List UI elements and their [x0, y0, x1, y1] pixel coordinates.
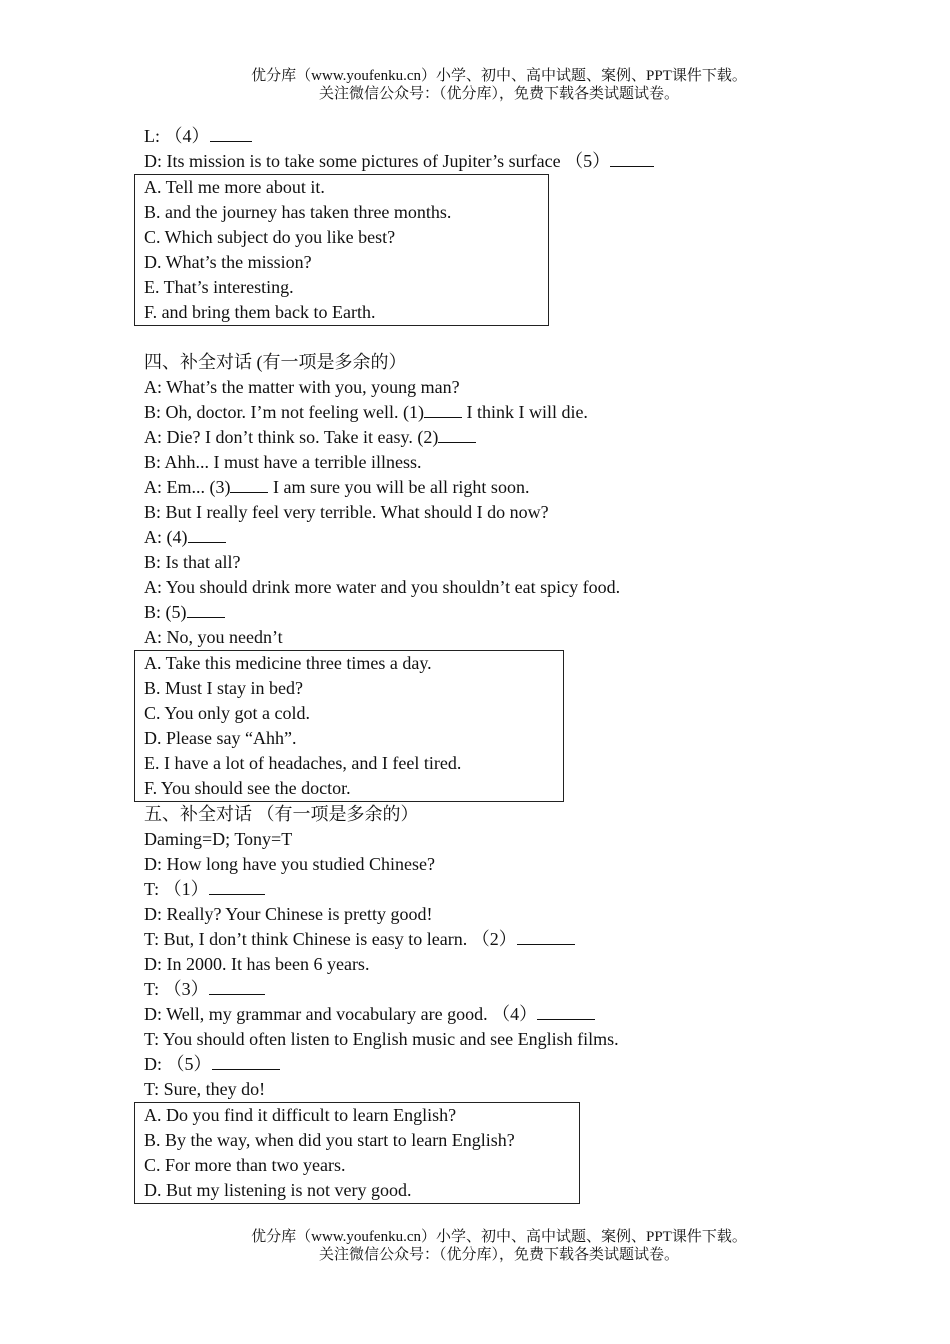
dialogue-line: D: Really? Your Chinese is pretty good!: [144, 904, 433, 924]
footer-line-2: 关注微信公众号：（优分库），免费下载各类试题试卷。: [318, 1247, 679, 1263]
dialogue-line: T: （1）: [144, 877, 924, 902]
answer-blank[interactable]: [424, 400, 462, 418]
dialogue-line: A: What’s the matter with you, young man?: [144, 377, 460, 397]
option-item: C. Which subject do you like best?: [144, 227, 396, 247]
option-item: E. That’s interesting.: [144, 277, 294, 297]
dialogue-line: D: （5）: [144, 1052, 924, 1077]
dialogue-line: T: But, I don’t think Chinese is easy to learn. （2）: [144, 927, 924, 952]
dialogue-line: A: Em... (3) I am sure you will be all right soon.: [144, 477, 530, 497]
dialogue-line: A: No, you needn’t: [144, 627, 283, 647]
answer-blank[interactable]: [210, 124, 252, 142]
dialogue-line: L: （4）: [144, 124, 924, 149]
options-box: [134, 1102, 580, 1204]
dialogue-line: B: (5): [144, 600, 924, 625]
option-item: D. What’s the mission?: [144, 252, 312, 272]
dialogue-line: B: Oh, doctor. I’m not feeling well. (1) I think I will die.: [144, 402, 588, 422]
answer-blank[interactable]: [610, 149, 654, 167]
option-item: C. For more than two years.: [144, 1155, 346, 1175]
dialogue-line: A: You should drink more water and you shouldn’t eat spicy food.: [144, 577, 621, 597]
option-item: B. and the journey has taken three months.: [144, 202, 452, 222]
answer-blank[interactable]: [209, 977, 265, 995]
document-body: [144, 124, 924, 1204]
page-header: [0, 67, 950, 103]
dialogue-line: Daming=D; Tony=T: [144, 829, 293, 849]
answer-blank[interactable]: [438, 425, 476, 443]
options-box: [134, 650, 564, 802]
options-box: [134, 174, 549, 326]
option-item: E. I have a lot of headaches, and I feel tired.: [144, 753, 462, 773]
header-line-1: 优分库（www.youfenku.cn）小学、初中、高中试题、案例、PPT课件下载。: [251, 68, 747, 84]
answer-blank[interactable]: [517, 927, 575, 945]
section-title: 五、补全对话 （有一项是多余的）: [144, 804, 419, 824]
dialogue-line: D: Well, my grammar and vocabulary are good. （4）: [144, 1002, 924, 1027]
option-item: D. But my listening is not very good.: [144, 1180, 412, 1200]
option-item: B. By the way, when did you start to learn English?: [144, 1130, 515, 1150]
dialogue-line: D: Its mission is to take some pictures of Jupiter’s surface （5）: [144, 149, 924, 174]
answer-blank[interactable]: [537, 1002, 595, 1020]
answer-blank[interactable]: [230, 475, 268, 493]
dialogue-line: D: How long have you studied Chinese?: [144, 854, 435, 874]
dialogue-line: A: Die? I don’t think so. Take it easy. (2): [144, 425, 924, 450]
footer-line-1: 优分库（www.youfenku.cn）小学、初中、高中试题、案例、PPT课件下载。: [251, 1229, 747, 1245]
header-line-2: 关注微信公众号：（优分库），免费下载各类试题试卷。: [318, 86, 679, 102]
dialogue-line: A: (4): [144, 525, 924, 550]
option-item: A. Take this medicine three times a day.: [144, 653, 432, 673]
option-item: F. You should see the doctor.: [144, 778, 351, 798]
option-item: D. Please say “Ahh”.: [144, 728, 297, 748]
page-footer: [0, 1228, 950, 1264]
option-item: C. You only got a cold.: [144, 703, 311, 723]
dialogue-line: B: But I really feel very terrible. What should I do now?: [144, 502, 549, 522]
option-item: B. Must I stay in bed?: [144, 678, 303, 698]
dialogue-line: B: Is that all?: [144, 552, 241, 572]
answer-blank[interactable]: [188, 525, 226, 543]
dialogue-line: D: In 2000. It has been 6 years.: [144, 954, 370, 974]
option-item: F. and bring them back to Earth.: [144, 302, 376, 322]
answer-blank[interactable]: [209, 877, 265, 895]
dialogue-line: B: Ahh... I must have a terrible illness.: [144, 452, 422, 472]
answer-blank[interactable]: [212, 1052, 280, 1070]
option-item: A. Do you find it difficult to learn English?: [144, 1105, 457, 1125]
dialogue-line: T: Sure, they do!: [144, 1079, 266, 1099]
dialogue-line: T: （3）: [144, 977, 924, 1002]
answer-blank[interactable]: [187, 600, 225, 618]
option-item: A. Tell me more about it.: [144, 177, 325, 197]
section-title: 四、补全对话 (有一项是多余的）: [144, 352, 407, 372]
dialogue-line: T: You should often listen to English music and see English films.: [144, 1029, 619, 1049]
